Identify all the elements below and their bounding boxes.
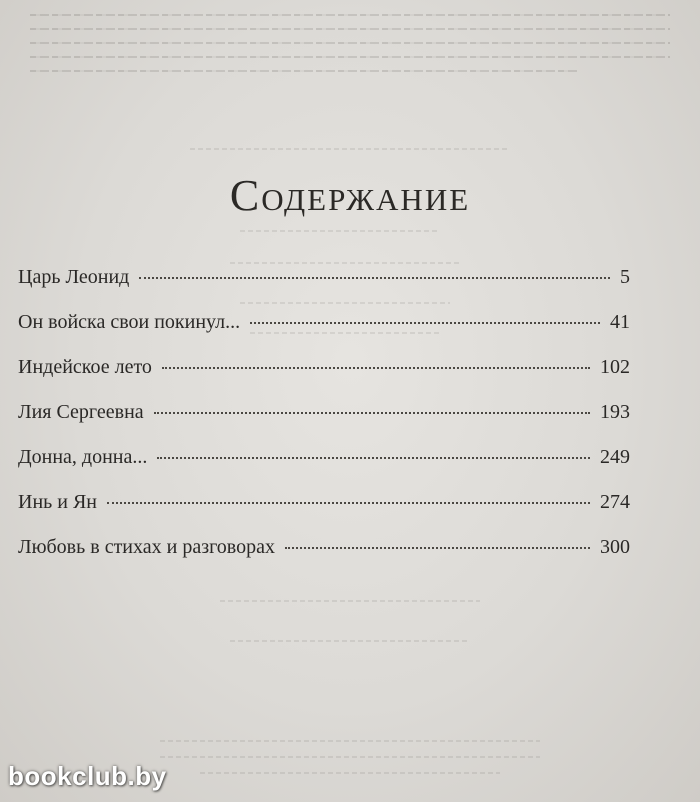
page-title: Содержание: [229, 171, 471, 220]
bleed-through-line: [30, 14, 670, 16]
bleed-through-line: [240, 230, 440, 232]
bleed-through-line: [190, 148, 510, 150]
watermark-logo: bookclub.by: [8, 761, 167, 791]
toc-page-number: 249: [600, 446, 630, 468]
dot-leader: [250, 322, 600, 324]
table-of-contents: [18, 266, 630, 581]
toc-entry-title: Донна, донна...: [18, 446, 148, 468]
bleed-through-line: [30, 70, 580, 72]
toc-page-number: 193: [600, 401, 630, 423]
dot-leader: [139, 277, 610, 279]
toc-row: [18, 266, 630, 311]
bleed-through-line: [30, 42, 670, 44]
toc-row: [18, 401, 630, 446]
toc-page-number: 102: [600, 356, 630, 378]
bleed-through-line: [160, 756, 540, 758]
toc-row: [18, 536, 630, 581]
toc-page-number: 5: [620, 266, 630, 288]
toc-row: [18, 446, 630, 491]
bleed-through-line: [30, 56, 670, 58]
bleed-through-line: [200, 772, 500, 774]
bleed-through-line: [30, 28, 670, 30]
toc-page-number: 300: [600, 536, 630, 558]
bleed-through-line: [230, 262, 460, 264]
bleed-through-line: [160, 740, 540, 742]
toc-row: [18, 311, 630, 356]
toc-row: [18, 491, 630, 536]
toc-entry-title: Индейское лето: [18, 356, 152, 378]
bleed-through-line: [230, 640, 470, 642]
dot-leader: [154, 412, 590, 414]
toc-page-number: 41: [610, 311, 630, 333]
dot-leader: [157, 457, 590, 459]
dot-leader: [162, 367, 590, 369]
toc-entry-title: Любовь в стихах и разговорах: [18, 536, 275, 558]
dot-leader: [107, 502, 590, 504]
dot-leader: [285, 547, 590, 549]
toc-row: [18, 356, 630, 401]
toc-entry-title: Царь Леонид: [18, 266, 130, 288]
toc-entry-title: Он войска свои покинул...: [18, 311, 241, 333]
toc-page-number: 274: [600, 491, 630, 513]
bleed-through-line: [220, 600, 480, 602]
toc-entry-title: Лия Сергеевна: [18, 401, 144, 423]
toc-entry-title: Инь и Ян: [18, 491, 98, 513]
